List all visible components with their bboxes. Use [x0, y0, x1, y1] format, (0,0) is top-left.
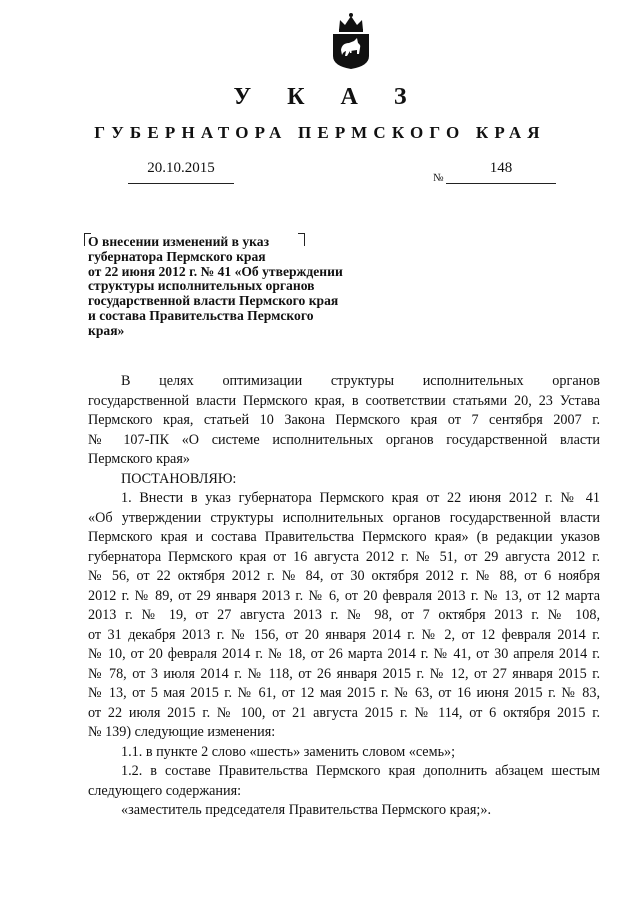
body-line: государственной власти Пермского края, в соответствии статьями 20, 23 Устава [88, 392, 600, 409]
document-date: 20.10.2015 [147, 160, 215, 176]
body-line: Пермского края и состава Правительства Пермского края» (в редакции указов [88, 529, 600, 545]
document-number: 148 [489, 160, 513, 176]
body-line: «Об утверждении структуры исполнительных органов государственной власти [88, 509, 600, 526]
body-line: «заместитель председателя Правительства Пермского края;». [121, 802, 491, 818]
body-line: № 139) следующие изменения: [88, 724, 276, 740]
body-line: № 10, от 20 февраля 2014 г. № 18, от 26 марта 2014 г. № 41, от 30 апреля 2014 г. [88, 646, 600, 662]
body-line: В целях оптимизации структуры исполнительных органов [121, 373, 600, 389]
shield-icon [333, 34, 369, 69]
subject-line: края» [88, 322, 125, 338]
body-line: № 78, от 3 июля 2014 г. № 118, от 26 января 2015 г. № 12, от 27 января 2015 г. [88, 665, 600, 682]
subject-line: государственной власти Пермского края [88, 293, 339, 309]
issuer-title: ГУБЕРНАТОРА ПЕРМСКОГО КРАЯ [94, 123, 546, 142]
crown-icon [339, 13, 363, 32]
document-subject [88, 235, 388, 339]
document-body [88, 372, 600, 821]
body-line: № 13, от 5 мая 2015 г. № 61, от 12 мая 2015 г. № 63, от 16 июня 2015 г. № 83, [88, 685, 600, 701]
subject-line: структуры исполнительных органов [88, 278, 315, 294]
body-line: 1.1. в пункте 2 слово «шесть» заменить словом «семь»; [121, 743, 456, 760]
body-line: 2013 г. № 19, от 27 августа 2013 г. № 98, от 7 октября 2013 г. № 108, [88, 607, 600, 623]
subject-line: и состава Правительства Пермского [88, 307, 314, 323]
body-line: № 107-ПК «О системе исполнительных органов государственной власти [88, 431, 600, 448]
body-line: от 31 декабря 2013 г. № 156, от 20 января 2014 г. № 2, от 12 февраля 2014 г. [88, 626, 600, 643]
date-underline [128, 183, 234, 184]
coat-of-arms-emblem [330, 10, 372, 70]
document-type-title: У К А З [233, 84, 422, 110]
body-line: губернатора Пермского края от 16 августа 2012 г. № 51, от 29 августа 2012 г. [88, 548, 600, 565]
subject-line: от 22 июня 2012 г. № 41 «Об утверждении [88, 263, 343, 279]
body-line: следующего содержания: [88, 782, 242, 799]
number-sign: № [433, 172, 444, 184]
body-line: Пермского края» [88, 451, 190, 467]
body-line: от 22 июля 2015 г. № 100, от 21 августа 2015 г. № 114, от 6 октября 2015 г. [88, 704, 600, 721]
subject-line: О внесении изменений в указ [88, 234, 270, 249]
resolution-word: ПОСТАНОВЛЯЮ: [121, 470, 237, 487]
body-line: № 56, от 22 октября 2012 г. № 84, от 30 октября 2012 г. № 88, от 6 ноября [88, 568, 600, 584]
body-line: 2012 г. № 89, от 29 января 2013 г. № 6, от 20 февраля 2013 г. № 13, от 12 марта [88, 587, 600, 604]
number-underline [446, 183, 556, 184]
subject-line: губернатора Пермского края [88, 248, 266, 264]
body-line: 1.2. в составе Правительства Пермского края дополнить абзацем шестым [121, 763, 600, 779]
body-line: 1. Внести в указ губернатора Пермского края от 22 июня 2012 г. № 41 [121, 490, 600, 506]
body-line: Пермского края, статьей 10 Закона Пермского края от 7 сентября 2007 г. [88, 412, 600, 428]
